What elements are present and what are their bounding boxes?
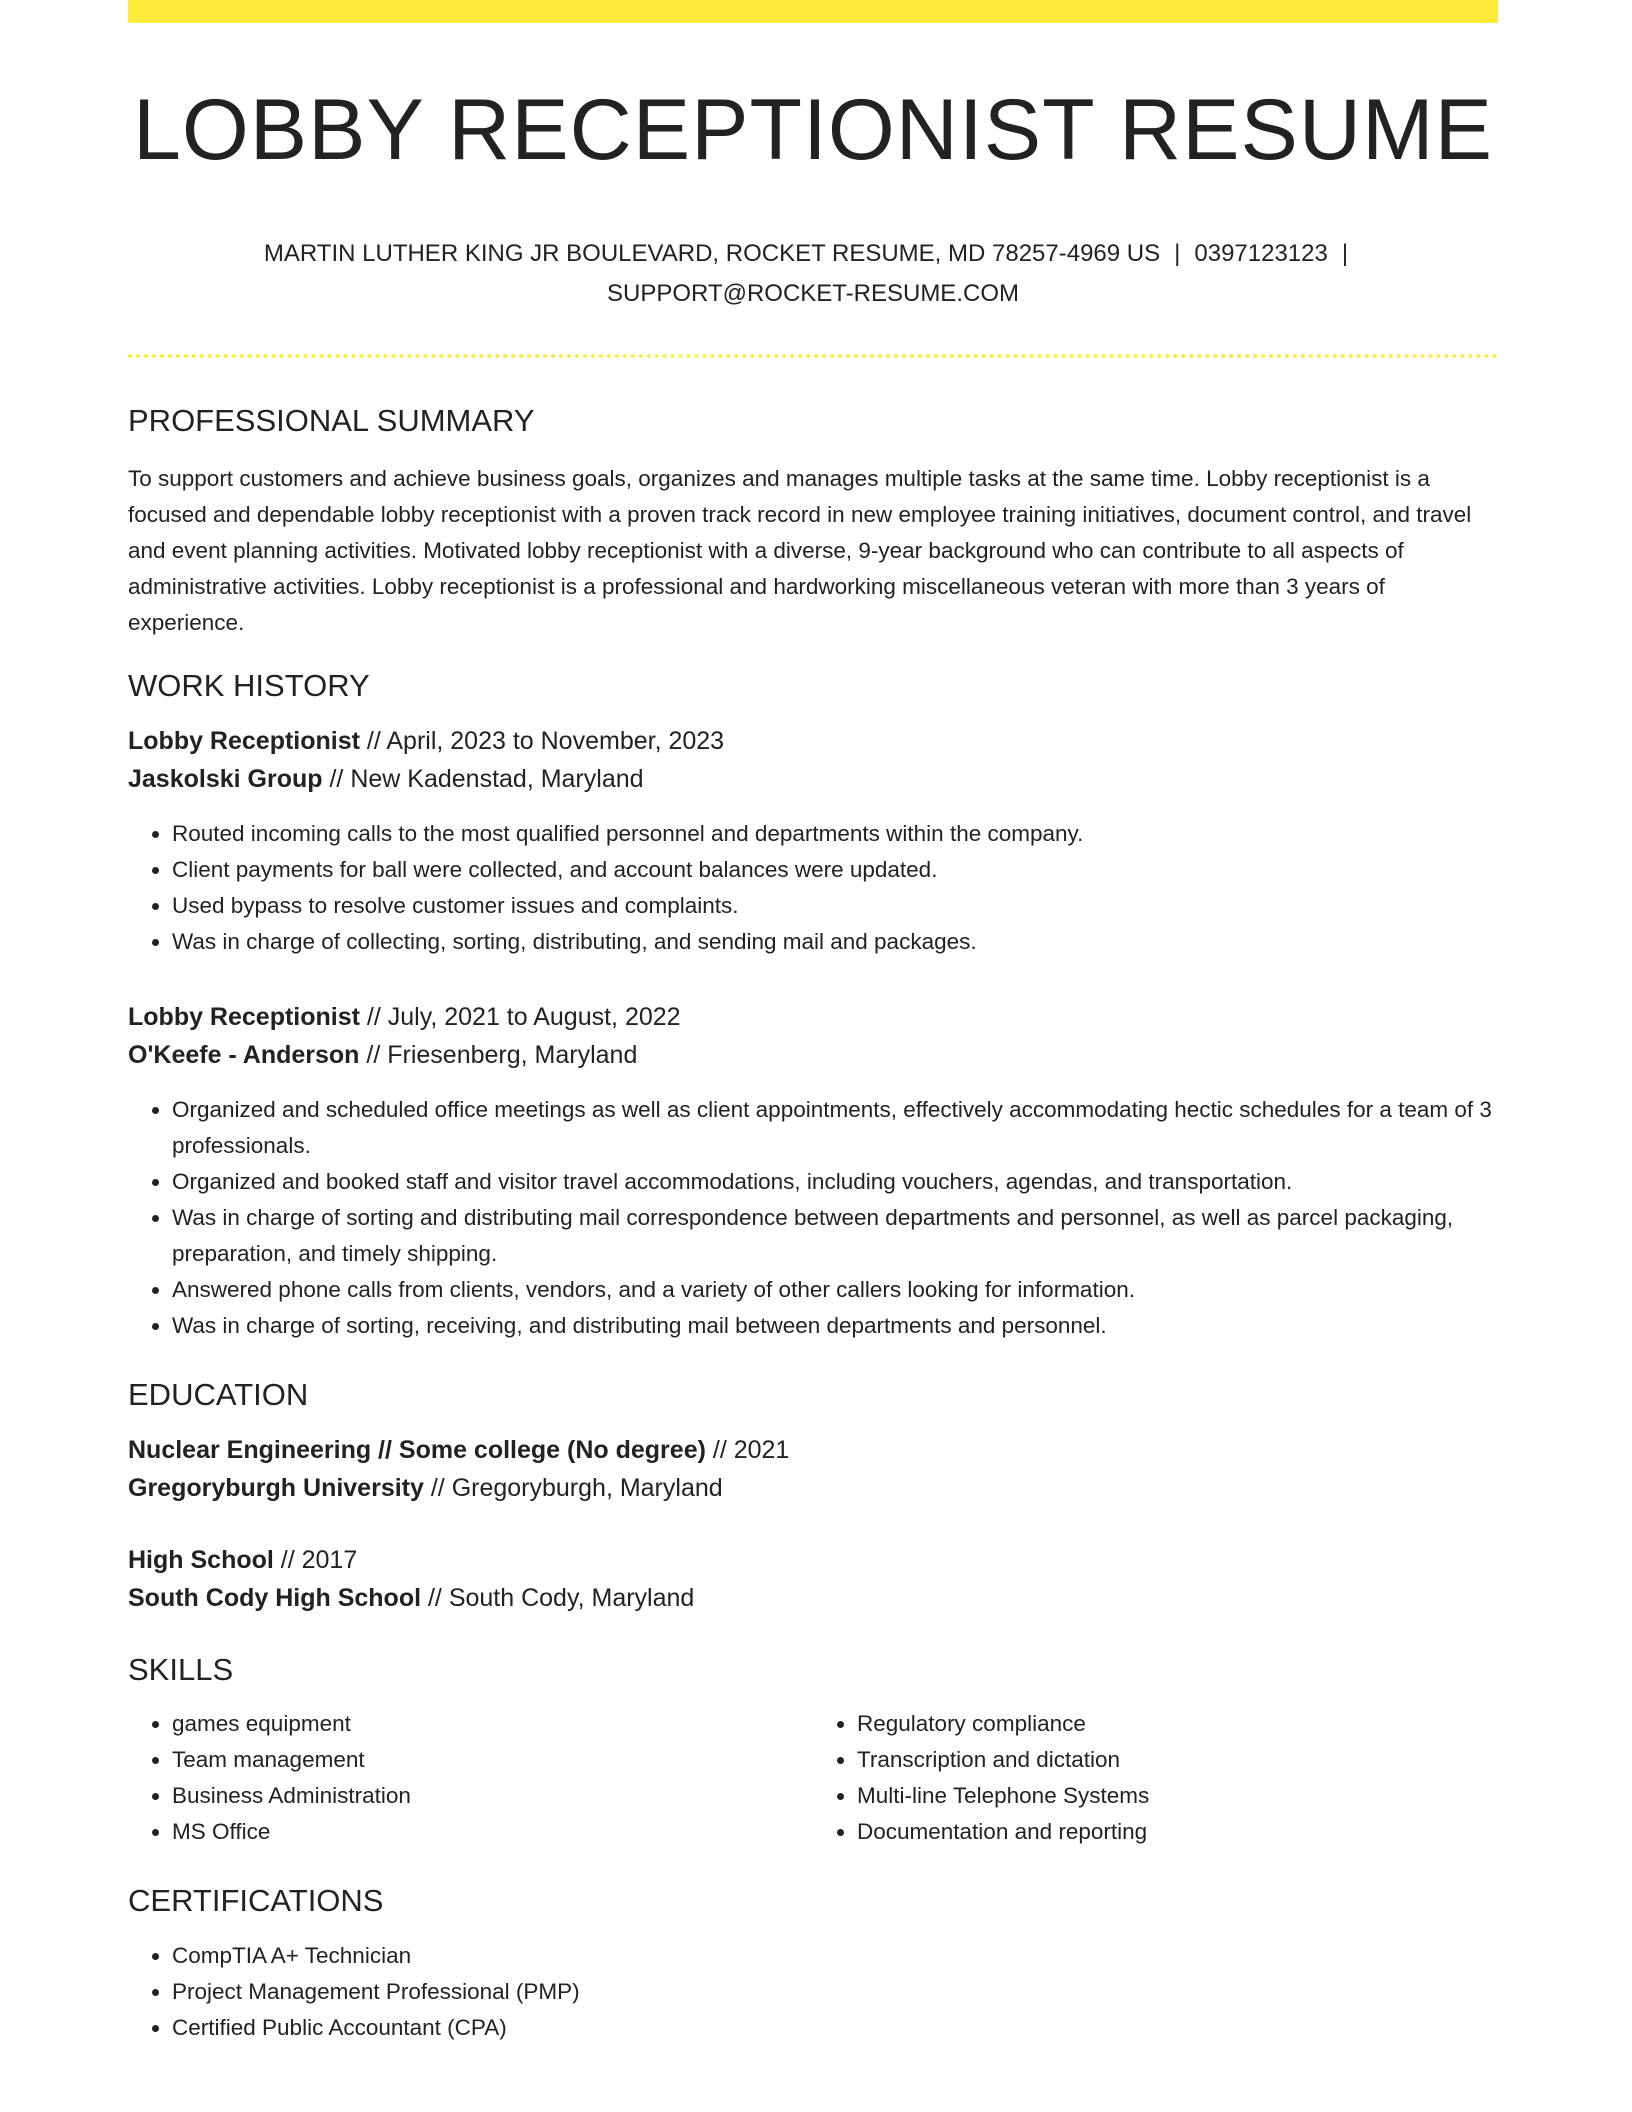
school-line	[128, 1469, 1498, 1507]
degree-year: // 2017	[273, 1546, 358, 1575]
skills-heading: SKILLS	[128, 1652, 234, 1688]
resume-page	[128, 0, 1498, 2046]
summary-heading: PROFESSIONAL SUMMARY	[128, 402, 535, 438]
list-item: • Organized and booked staff and visitor travel accommodations, including vouchers, agendas, and transportation.	[172, 1164, 1498, 1200]
job-location: // Friesenberg, Maryland	[359, 1040, 638, 1069]
job-title-line	[128, 722, 1498, 760]
address: MARTIN LUTHER KING JR BOULEVARD, ROCKET RESUME, MD 78257-4969 US	[263, 239, 1161, 267]
job-location: // New Kadenstad, Maryland	[322, 764, 644, 793]
job-company: Jaskolski Group	[128, 764, 323, 793]
school-location: // Gregoryburgh, Maryland	[423, 1474, 723, 1503]
skills-right-column	[813, 1706, 1498, 1850]
degree: High School	[128, 1546, 274, 1575]
certifications-list	[128, 1938, 1498, 2046]
job-dates: // July, 2021 to August, 2022	[359, 1002, 681, 1031]
list-item: • Was in charge of sorting and distributing mail correspondence between departments and personnel, as well as parcel packaging, preparation, and timely shipping.	[172, 1200, 1498, 1272]
list-item: • Organized and scheduled office meetings as well as client appointments, effectively accommodating hectic schedules for a team of 3 professionals.	[172, 1092, 1498, 1164]
list-item: • Was in charge of collecting, sorting, distributing, and sending mail and packages.	[172, 924, 1498, 960]
phone: 0397123123	[1194, 239, 1328, 267]
page-title: LOBBY RECEPTIONIST RESUME	[133, 82, 1493, 178]
skills-grid	[128, 1706, 1498, 1850]
job-dates: // April, 2023 to November, 2023	[359, 726, 725, 755]
accent-bar	[128, 0, 1498, 23]
job-title: Lobby Receptionist	[128, 1002, 360, 1031]
list-item: • Used bypass to resolve customer issues and complaints.	[172, 888, 1498, 924]
dotted-divider	[128, 354, 1498, 358]
job-entry	[128, 998, 1498, 1344]
skill-item: • Multi-line Telephone Systems	[857, 1778, 1498, 1814]
school-line	[128, 1579, 1498, 1617]
education-entry	[128, 1431, 1498, 1507]
contact-info	[128, 234, 1498, 314]
job-entry	[128, 722, 1498, 960]
degree-line	[128, 1431, 1498, 1469]
job-duties	[128, 1092, 1498, 1344]
separator: |	[1174, 239, 1181, 267]
education-heading: EDUCATION	[128, 1376, 309, 1412]
list-item: • Was in charge of sorting, receiving, and distributing mail between departments and personnel.	[172, 1308, 1498, 1344]
certifications-heading: CERTIFICATIONS	[128, 1883, 384, 1919]
school-location: // South Cody, Maryland	[421, 1584, 695, 1613]
school: Gregoryburgh University	[128, 1474, 424, 1503]
summary-text: To support customers and achieve business goals, organizes and manages multiple tasks at the same time. Lobby receptionist is a focused and dependable lobby receptionist with a proven track record in new employee training initiatives, document control, and travel and event planning activities. Motivated lobby receptionist with a diverse, 9-year background who can contribute to all aspects of administrative activities. Lobby receptionist is a professional and hardworking miscellaneous veteran with more than 3 years of experience.	[128, 465, 1472, 635]
job-title: Lobby Receptionist	[128, 726, 360, 755]
degree: Nuclear Engineering // Some college (No degree)	[128, 1436, 706, 1465]
school: South Cody High School	[128, 1584, 422, 1613]
degree-line	[128, 1541, 1498, 1579]
job-company: O'Keefe - Anderson	[128, 1040, 360, 1069]
list-item: • Client payments for ball were collected, and account balances were updated.	[172, 852, 1498, 888]
certification-item: • Certified Public Accountant (CPA)	[172, 2010, 1498, 2046]
certification-item: • CompTIA A+ Technician	[172, 1938, 1498, 1974]
skill-item: • games equipment	[172, 1706, 813, 1742]
education-entry	[128, 1541, 1498, 1617]
job-duties	[128, 816, 1498, 960]
list-item: • Answered phone calls from clients, vendors, and a variety of other callers looking for information.	[172, 1272, 1498, 1308]
separator: |	[1341, 239, 1349, 267]
skills-left-column	[128, 1706, 813, 1850]
email: SUPPORT@ROCKET-RESUME.COM	[607, 279, 1019, 307]
work-history-heading: WORK HISTORY	[128, 667, 370, 703]
skill-item: • Transcription and dictation	[857, 1742, 1498, 1778]
skill-item: • Business Administration	[172, 1778, 813, 1814]
job-title-line	[128, 998, 1498, 1036]
skill-item: • Documentation and reporting	[857, 1814, 1498, 1850]
skill-item: • MS Office	[172, 1814, 813, 1850]
job-company-line	[128, 1036, 1498, 1074]
certification-item: • Project Management Professional (PMP)	[172, 1974, 1498, 2010]
skill-item: • Regulatory compliance	[857, 1706, 1498, 1742]
job-company-line	[128, 760, 1498, 798]
skill-item: • Team management	[172, 1742, 813, 1778]
list-item: • Routed incoming calls to the most qualified personnel and departments within the company.	[172, 816, 1498, 852]
degree-year: // 2021	[705, 1436, 790, 1465]
